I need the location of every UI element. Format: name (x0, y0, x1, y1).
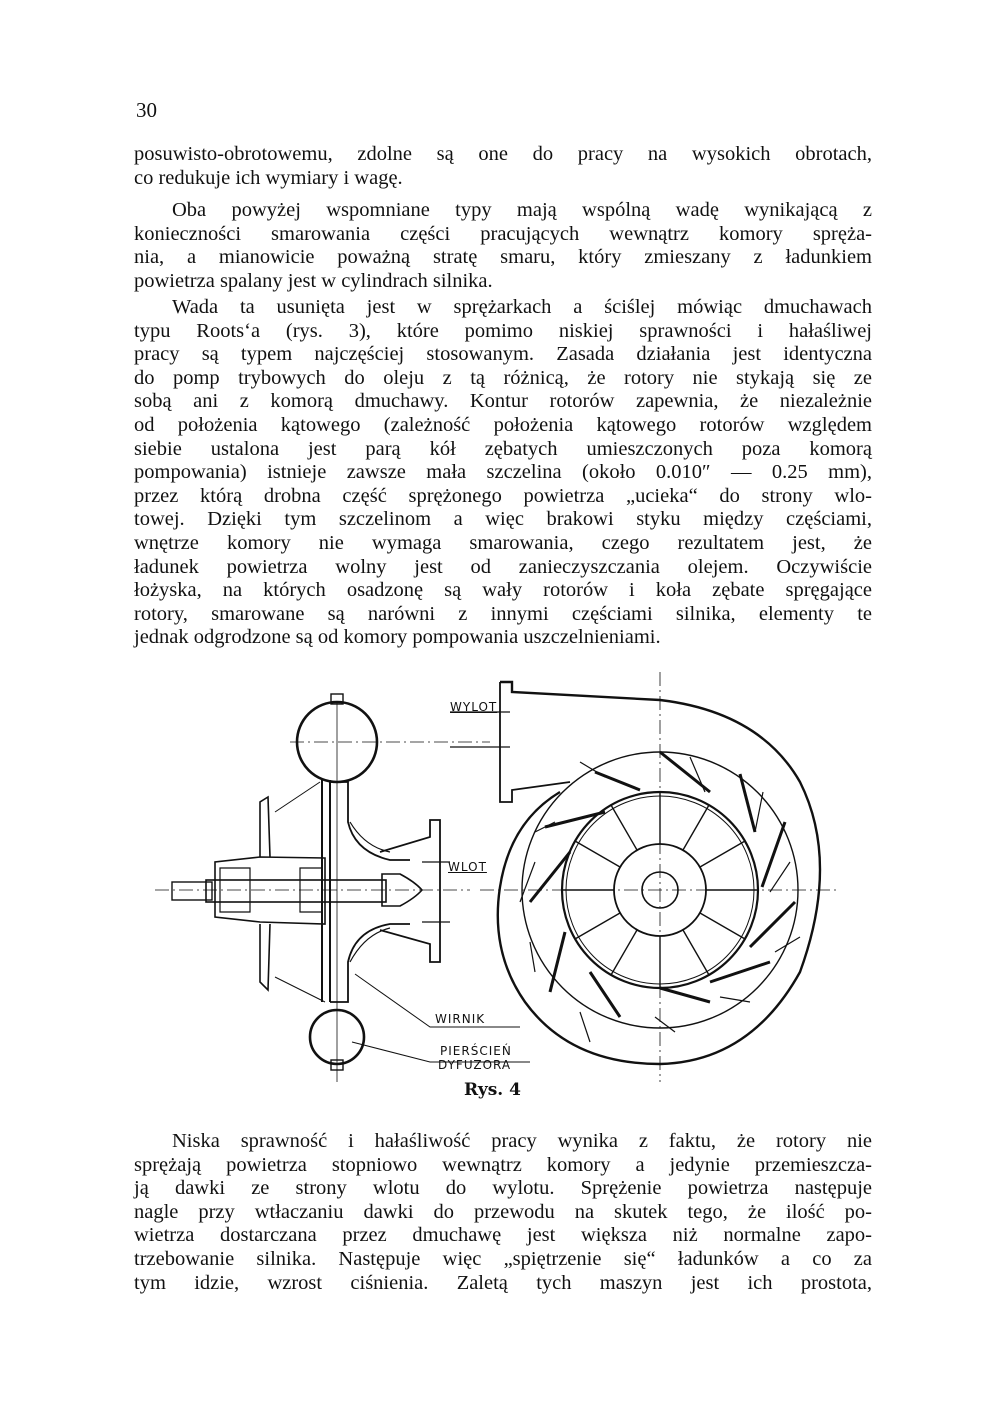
text-line: towej. Dzięki tym szczelinom a więc brakowi styku między częściami, (134, 508, 872, 531)
text-line: pompowania) istnieje zawsze mała szczelina (około 0.010″ — 0.25 mm), (134, 461, 872, 484)
paragraph-2 (134, 199, 872, 293)
text-line: konieczności smarowania części pracujących wewnątrz komory spręża- (134, 222, 872, 245)
text-line: co redukuje ich wymiary i wagę. (134, 166, 403, 189)
text-line: Wada ta usunięta jest w sprężarkach a ściślej mówiąc dmuchawach (172, 296, 872, 318)
text-line: wietrza dostarczana przez dmuchawę jest większa niż normalne zapo- (134, 1224, 872, 1247)
text-line: rotory, smarowane są narówni z innymi częściami silnika, elementy te (134, 602, 872, 625)
figure-centrifugal-supercharger (150, 672, 890, 1112)
text-line: trzebowanie silnika. Następuje więc „spiętrzenie się“ ładunków a co za (134, 1247, 872, 1270)
text-line: ładunek powietrza wolny jest od zanieczyszczania olejem. Oczywiście (134, 555, 872, 578)
label-outlet: WYLOT (450, 700, 498, 714)
text-line: od położenia kątowego (zależność położenia kątowego rotorów względem (134, 413, 872, 436)
label-impeller: WIRNIK (435, 1012, 486, 1026)
paragraph-3 (134, 296, 872, 650)
text-line: typu Roots‘a (rys. 3), które pomimo niskiej sprawności i hałaśliwej (134, 319, 872, 342)
text-line: Oba powyżej wspomniane typy mają wspólną wadę wynikającą z (172, 199, 872, 221)
text-line: wnętrze komory nie wymaga smarowania, czego rezultatem jest, że (134, 531, 872, 554)
text-line: siebie ustalona jest parą kół zębatych umieszczonych poza komorą (134, 437, 872, 460)
text-line: nia, a mianowicie poważną stratę smaru, który zmieszany z ładunkiem (134, 246, 872, 269)
supercharger-drawing (150, 672, 890, 1112)
page-number: 30 (136, 98, 157, 122)
text-line: tym idzie, wzrost ciśnienia. Zaletą tych maszyn jest ich prostota, (134, 1271, 872, 1294)
paragraph-4 (134, 1130, 872, 1295)
text-line: pracy są typem najczęściej stosowanym. Zasada działania jest identyczna (134, 343, 872, 366)
label-diffuser-ring-line2: DYFUZORA (438, 1058, 512, 1072)
text-line: posuwisto-obrotowemu, zdolne są one do pracy na wysokich obrotach, (134, 143, 872, 165)
text-line: jednak odgrodzone są od komory pompowania uszczelnieniami. (134, 626, 661, 649)
text-line: nagle przy wtłaczaniu dawki do przewodu na skutek tego, że ilość po- (134, 1200, 872, 1223)
paragraph-1 (134, 143, 872, 190)
figure-caption: Rys. 4 (464, 1080, 521, 1100)
label-diffuser-ring-line1: PIERŚCIEŃ (440, 1044, 512, 1058)
text-line: sprężają powietrza stopniowo wewnątrz komory a jedynie przemieszcza- (134, 1153, 872, 1176)
text-line: sobą ani z komorą dmuchawy. Kontur rotorów zapewnia, że niezależnie (134, 390, 872, 413)
text-line: ją dawki ze strony wlotu do wylotu. Sprężenie powietrza następuje (134, 1177, 872, 1200)
text-line: przez którą drobna część sprężonego powietrza „ucieka“ do strony wlo- (134, 484, 872, 507)
text-line: łożyska, na których osadzonę są wały rotorów i koła zębate spręgające (134, 579, 872, 602)
text-line: do pomp trybowych do oleju z tą różnicą, że rotory nie stykają się ze (134, 366, 872, 389)
text-line: powietrza spalany jest w cylindrach silnika. (134, 269, 493, 292)
text-line: Niska sprawność i hałaśliwość pracy wynika z faktu, że rotory nie (172, 1130, 872, 1152)
label-inlet: WLOT (448, 860, 487, 874)
